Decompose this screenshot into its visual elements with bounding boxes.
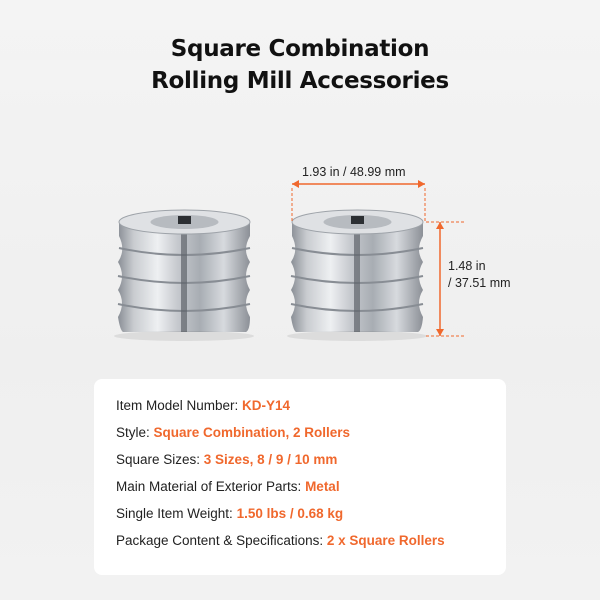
height-dimension-label <box>448 258 511 292</box>
spec-row-model <box>116 398 290 413</box>
spec-card <box>94 379 506 575</box>
page-title-line-1: Square Combination <box>170 36 430 62</box>
width-dimension-label: 1.93 in / 48.99 mm <box>302 165 406 179</box>
spec-label: Single Item Weight: <box>116 506 237 521</box>
spec-value: Square Combination, 2 Rollers <box>153 425 351 440</box>
page-title-line-2: Rolling Mill Accessories <box>151 68 449 94</box>
left-roller <box>118 210 250 332</box>
right-roller <box>291 210 423 332</box>
spec-label: Item Model Number: <box>116 398 243 413</box>
spec-value: Metal <box>305 479 340 494</box>
spec-value: 3 Sizes, 8 / 9 / 10 mm <box>203 452 338 467</box>
spec-value: KD-Y14 <box>242 398 291 413</box>
spec-row-style <box>116 425 350 440</box>
spec-label: Main Material of Exterior Parts: <box>116 479 306 494</box>
height-label-line-1: 1.48 in <box>448 259 486 273</box>
height-label-line-2: / 37.51 mm <box>448 276 511 290</box>
spec-row-material <box>116 479 340 494</box>
spec-row-square-sizes <box>116 452 337 467</box>
spec-row-weight <box>116 506 343 521</box>
spec-label: Square Sizes: <box>116 452 204 467</box>
spec-value: 1.50 lbs / 0.68 kg <box>236 506 344 521</box>
spec-label: Package Content & Specifications: <box>116 533 327 548</box>
spec-label: Style: <box>116 425 154 440</box>
spec-row-package <box>116 533 445 548</box>
spec-value: 2 x Square Rollers <box>326 533 445 548</box>
